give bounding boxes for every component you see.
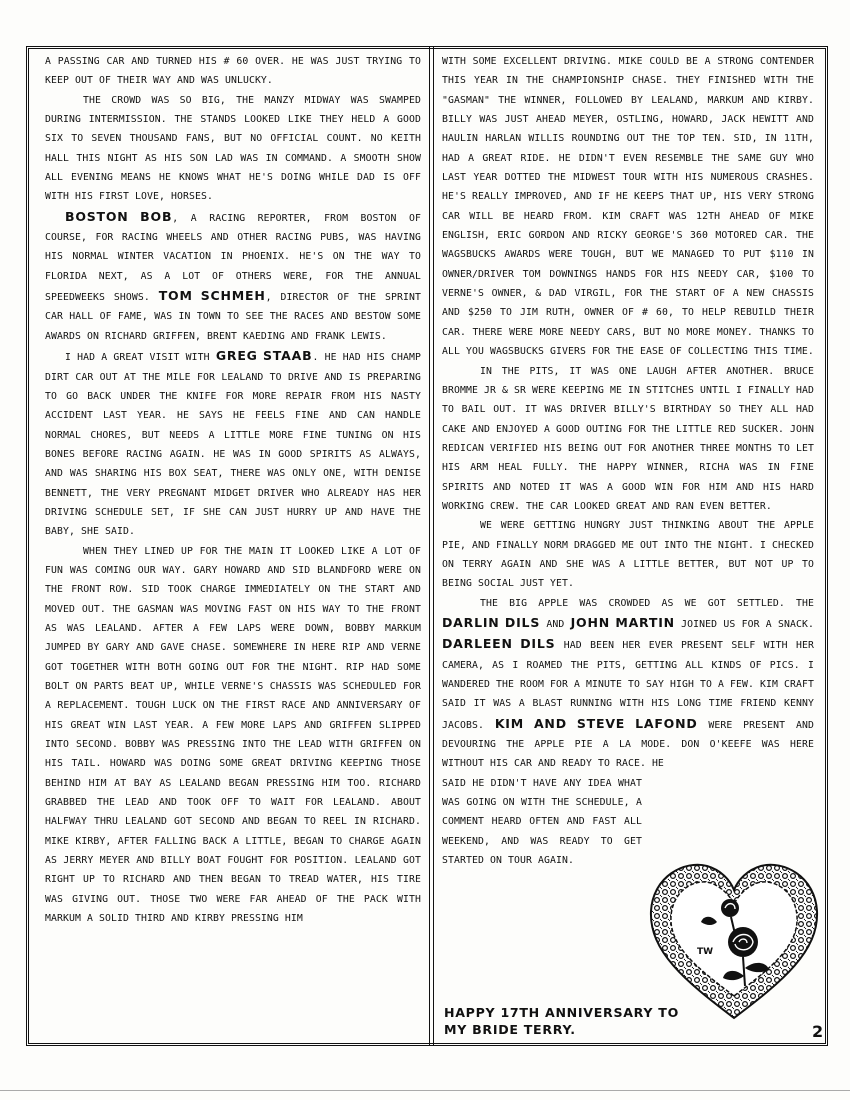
scan-edge-line — [0, 1090, 850, 1091]
heart-rose-icon — [645, 856, 823, 1024]
left-paragraph-3: BOSTON BOB, A RACING REPORTER, FROM BOSTON OF COURSE, FOR RACING WHEELS AND OTHER RACING PUBS, WAS HAVING HIS NORMAL WINTER VACATION IN PHOENIX. HE'S ON THE WAY TO FLORIDA NEXT, AS A LOT OF OTHERS WERE, FOR THE ANNUAL SPEEDWEEKS SHOWS. TOM SCHMEH, DIRECTOR OF THE SPRINT CAR HALL OF FAME, WAS IN TOWN TO SEE THE RACES AND BESTOW SOME AWARDS ON RICHARD GRIFFEN, BRENT KAEDING AND FRANK LEWIS. — [45, 208, 421, 342]
right-paragraph-1: WITH SOME EXCELLENT DRIVING. MIKE COULD BE A STRONG CONTENDER THIS YEAR IN THE CHAMPIONSHIP CHASE. THEY FINISHED WITH THE "GASMAN" THE WINNER, FOLLOWED BY LEALAND, MARKUM AND KIRBY. BILLY WAS JUST AHEAD MEYER, OSTLING, HOWARD, JACK HEWITT AND HAULIN HARLAN WILLIS ROUNDING OUT THE TOP TEN. SID, IN 11TH, HAD A GREAT RIDE. HE DIDN'T EVEN RESEMBLE THE SAME GUY WHO LAST YEAR DOTTED THE MIDWEST TOUR WITH HIS NUMEROUS CRASHES. HE'S REALLY IMPROVED, AND IF HE KEEPS THAT UP, HIS VERY STRONG CAR WILL BE HEARD FROM. KIM CRAFT WAS 12TH AHEAD OF MIKE ENGLISH, ERIC GORDON AND RICKY GEORGE'S 360 MOTORED CAR. THE WAGSBUCKS AWARDS WERE TOUGH, BUT WE MANAGED TO PUT $110 IN OWNER/DRIVER TOM DOWNINGS HANDS FOR HIS NEEDY CAR, $100 TO VERNE'S OWNER, & DAD VIRGIL, FOR THE START OF A NEW CHASSIS AND $250 TO JIM RUTH, OWNER OF # 60, TO HELP REBUILD THEIR CAR. THERE WERE MORE NEEDY CARS, BUT NO MORE MONEY. THANKS TO ALL YOU WAGSBUCKS GIVERS FOR THE EASE OF COLLECTING THIS TIME. — [442, 56, 814, 358]
name-kim-steve-lafond: KIM AND STEVE LAFOND — [494, 715, 698, 731]
left-paragraph-1: A PASSING CAR AND TURNED HIS # 60 OVER. HE WAS JUST TRYING TO KEEP OUT OF THEIR WAY AND WAS UNLUCKY. — [45, 56, 421, 87]
column-divider — [429, 46, 434, 1046]
right-paragraph-5: SAID HE DIDN'T HAVE ANY IDEA WHAT WAS GOING ON WITH THE SCHEDULE, A COMMENT HEARD OFTEN AND FAST ALL WEEKEND, AND WAS READY TO GET STARTED ON TOUR AGAIN. — [442, 777, 642, 867]
heart-initials: TW — [697, 947, 714, 957]
right-column — [442, 52, 814, 870]
left-paragraph-4: I HAD A GREAT VISIT WITH GREG STAAB. HE HAD HIS CHAMP DIRT CAR OUT AT THE MILE FOR LEALAND TO DRIVE AND IS PREPARING TO GO BACK UNDER THE KNIFE FOR MORE REPAIR FROM HIS NASTY ACCIDENT LAST YEAR. HE SAYS HE FEELS FINE AND CAN HANDLE NORMAL CHORES, BUT NEEDS A LITTLE MORE FINE TUNING ON HIS BONES BEFORE RACING AGAIN. HE WAS IN GOOD SPIRITS AS ALWAYS, AND WAS SHARING HIS BOX SEAT, THERE WAS ONLY ONE, WITH DENISE BENNETT, THE VERY PREGNANT MIDGET DRIVER WHO ALREADY HAS HER DRIVING SCHEDULE SET, IF SHE CAN JUST HURRY UP AND HAVE THE BABY, SHE SAID. — [45, 348, 421, 538]
anniversary-line-2: MY BRIDE TERRY. — [444, 1022, 576, 1037]
right-paragraph-2: IN THE PITS, IT WAS ONE LAUGH AFTER ANOTHER. BRUCE BROMME JR & SR WERE KEEPING ME IN STITCHES UNTIL I FINALLY HAD TO BAIL OUT. IT WAS DRIVER BILLY'S BIRTHDAY SO THEY ALL HAD CAKE AND ENJOYED A GOOD OUTING FOR THE LITTLE RED SUCKER. JOHN REDICAN VERIFIED HIS BEING OUT FOR ANOTHER THREE MONTHS TO LET HIS ARM HEAL FULLY. THE HAPPY WINNER, RICHA WAS IN FINE SPIRITS AND NOTED IT WAS A GOOD WIN FOR HIM AND HIS HARD WORKING CREW. THE CAR LOOKED GREAT AND RAN EVEN BETTER. — [442, 365, 814, 512]
name-darlin-dils: DARLIN DILS — [442, 614, 541, 630]
name-john-martin: JOHN MARTIN — [570, 614, 675, 630]
page-number: 2 — [812, 1022, 824, 1041]
left-paragraph-2: THE CROWD WAS SO BIG, THE MANZY MIDWAY WAS SWAMPED DURING INTERMISSION. THE STANDS LOOKED LIKE THEY HELD A GOOD SIX TO SEVEN THOUSAND FANS, BUT NO OFFICIAL COUNT. NO KEITH HALL THIS NIGHT AS HIS SON LAD WAS IN COMMAND. A SMOOTH SHOW ALL EVENING MEANS HE KNOWS WHAT HE'S DOING WHILE DAD IS OFF WITH HIS FIRST LOVE, HORSES. — [45, 94, 421, 203]
anniversary-line-1: HAPPY 17TH ANNIVERSARY TO — [444, 1005, 679, 1020]
name-greg-staab: GREG STAAB — [215, 348, 313, 364]
name-darleen-dils: DARLEEN DILS — [442, 636, 556, 652]
left-paragraph-5: WHEN THEY LINED UP FOR THE MAIN IT LOOKED LIKE A LOT OF FUN WAS COMING OUR WAY. GARY HOWARD AND SID BLANDFORD WERE ON THE FRONT ROW. SID TOOK CHARGE IMMEDIATELY ON THE START AND MOVED OUT. THE GASMAN WAS MOVING FAST ON HIS WAY TO THE FRONT AS WAS LEALAND. AFTER A FEW LAPS WERE DOWN, BOBBY MARKUM JUMPED BY GARY AND GAVE CHASE. SOMEWHERE IN HERE RIP AND VERNE GOT TOGETHER WITH BOTH GOING OUT FOR THE NIGHT. RIP HAD SOME BOLT ON PARTS BEAT UP, WHILE VERNE'S CHASSIS WAS SCHEDULED FOR A REPLACEMENT. TOUGH LUCK ON THE FIRST RACE AND ANNIVERSARY OF HIS GREAT WIN LAST YEAR. A FEW MORE LAPS AND GRIFFEN SLIPPED INTO SECOND. BOBBY WAS PRESSING INTO THE LEAD WITH GRIFFEN ON HIS TAIL. HOWARD WAS DOING SOME GREAT DRIVING KEEPING THOSE BEHIND HIM AT BAY AS LEALAND BEGAN PRESSING HIM TOO. RICHARD GRABBED THE LEAD AND TOOK OFF TO WAIT FOR LEALAND. ABOUT HALFWAY THRU LEALAND GOT SECOND AND BEGAN TO REEL IN RICHARD. MIKE KIRBY, AFTER FALLING BACK A LITTLE, BEGAN TO CHARGE AGAIN AS JERRY MEYER AND BILLY BOAT FOUGHT FOR POSITION. LEALAND GOT RIGHT UP TO RICHARD AND THEN BEGAN TO TREAD WATER, HIS TIRE WAS GIVING OUT. THOSE TWO WERE FAR AHEAD OF THE PACK WITH MARKUM A SOLID THIRD AND KIRBY PRESSING HIM — [45, 545, 421, 925]
anniversary-message — [444, 1004, 679, 1038]
left-column — [45, 52, 421, 928]
right-paragraph-3: WE WERE GETTING HUNGRY JUST THINKING ABOUT THE APPLE PIE, AND FINALLY NORM DRAGGED ME OUT INTO THE NIGHT. I CHECKED ON TERRY AGAIN AND SHE WAS A LITTLE BETTER, BUT NOT UP TO BEING SOCIAL JUST YET. — [442, 520, 814, 590]
name-tom-schmeh: TOM SCHMEH — [158, 288, 266, 304]
right-paragraph-4: THE BIG APPLE WAS CROWDED AS WE GOT SETTLED. THE DARLIN DILS AND JOHN MARTIN JOINED US FOR A SNACK. DARLEEN DILS HAD BEEN HER EVER PRESENT SELF WITH HER CAMERA, AS I ROAMED THE PITS, GETTING ALL KINDS OF PICS. I WANDERED THE ROOM FOR A MINUTE TO SAY HIGH TO A FEW. KIM CRAFT SAID IT WAS A BLAST RUNNING WITH HIS LONG TIME FRIEND KENNY JACOBS. KIM AND STEVE LAFOND WERE PRESENT AND DEVOURING THE APPLE PIE A LA MODE. DON O'KEEFE WAS HERE WITHOUT HIS CAR AND READY TO RACE. HE — [442, 597, 814, 770]
name-boston-bob: BOSTON BOB — [65, 208, 173, 224]
